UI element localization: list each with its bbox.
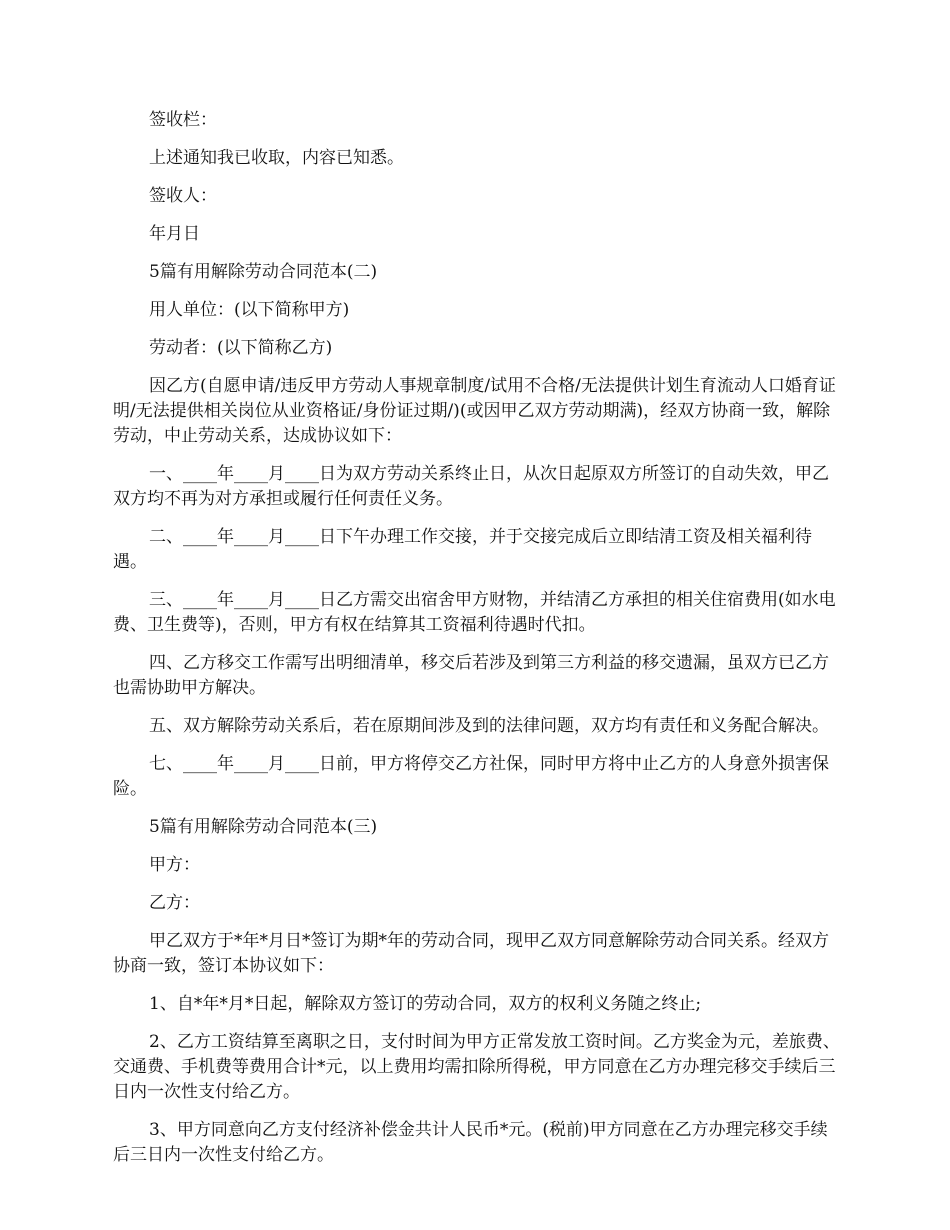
party-a: 甲方： — [149, 855, 200, 875]
document-body — [113, 108, 843, 1168]
clause-4: 四、乙方移交工作需写出明细清单，移交后若涉及到第三方利益的移交遗漏，虽双方已乙方也需协助甲方解决。 — [113, 653, 829, 698]
paragraph-agreement-intro: 甲乙双方于*年*月日*签订为期*年的劳动合同，现甲乙双方同意解除劳动合同关系。经双方协商一致，签订本协议如下： — [113, 931, 829, 976]
clause-1: 一、____年____月____日为双方劳动关系终止日，从次日起原双方所签订的自动失效，甲乙双方均不再为对方承担或履行任何责任义务。 — [113, 464, 829, 509]
article-3: 3、甲方同意向乙方支付经济补偿金共计人民币*元。(税前)甲方同意在乙方办理完移交手续后三日内一次性支付给乙方。 — [113, 1120, 828, 1165]
paragraph-date: 年月日 — [149, 224, 200, 244]
paragraph-acknowledgement: 上述通知我已收取，内容已知悉。 — [149, 148, 404, 168]
clause-7: 七、____年____月____日前，甲方将停交乙方社保，同时甲方将中止乙方的人身意外损害保险。 — [113, 754, 829, 799]
clause-2: 二、____年____月____日下午办理工作交接，并于交接完成后立即结清工资及相关福利待遇。 — [113, 527, 812, 572]
paragraph-signer: 签收人： — [149, 186, 217, 206]
clause-5: 五、双方解除劳动关系后，若在原期间涉及到的法律问题，双方均有责任和义务配合解决。 — [149, 716, 829, 736]
section-heading-2: 5篇有用解除劳动合同范本(二) — [149, 262, 378, 282]
paragraph-reason: 因乙方(自愿申请/违反甲方劳动人事规章制度/试用不合格/无法提供计划生育流动人口婚育证明/无法提供相关岗位从业资格证/身份证过期/)(或因甲乙双方劳动期满)，经双方协商一致，解除劳动，中止劳动关系，达成协议如下： — [113, 376, 836, 446]
paragraph-employee: 劳动者：(以下简称乙方) — [149, 338, 333, 358]
paragraph-signature-column: 签收栏： — [149, 110, 217, 130]
party-b: 乙方： — [149, 893, 200, 913]
article-2: 2、乙方工资结算至离职之日，支付时间为甲方正常发放工资时间。乙方奖金为元，差旅费、交通费、手机费等费用合计*元，以上费用均需扣除所得税，甲方同意在乙方办理完移交手续后三日内一次性支付给乙方。 — [113, 1032, 840, 1102]
clause-3: 三、____年____月____日乙方需交出宿舍甲方财物，并结清乙方承担的相关住宿费用(如水电费、卫生费等)，否则，甲方有权在结算其工资福利待遇时代扣。 — [113, 590, 836, 635]
paragraph-employer: 用人单位：(以下简称甲方) — [149, 300, 350, 320]
section-heading-3: 5篇有用解除劳动合同范本(三) — [149, 817, 378, 837]
article-1: 1、自*年*月*日起，解除双方签订的劳动合同，双方的权利义务随之终止; — [149, 994, 702, 1014]
